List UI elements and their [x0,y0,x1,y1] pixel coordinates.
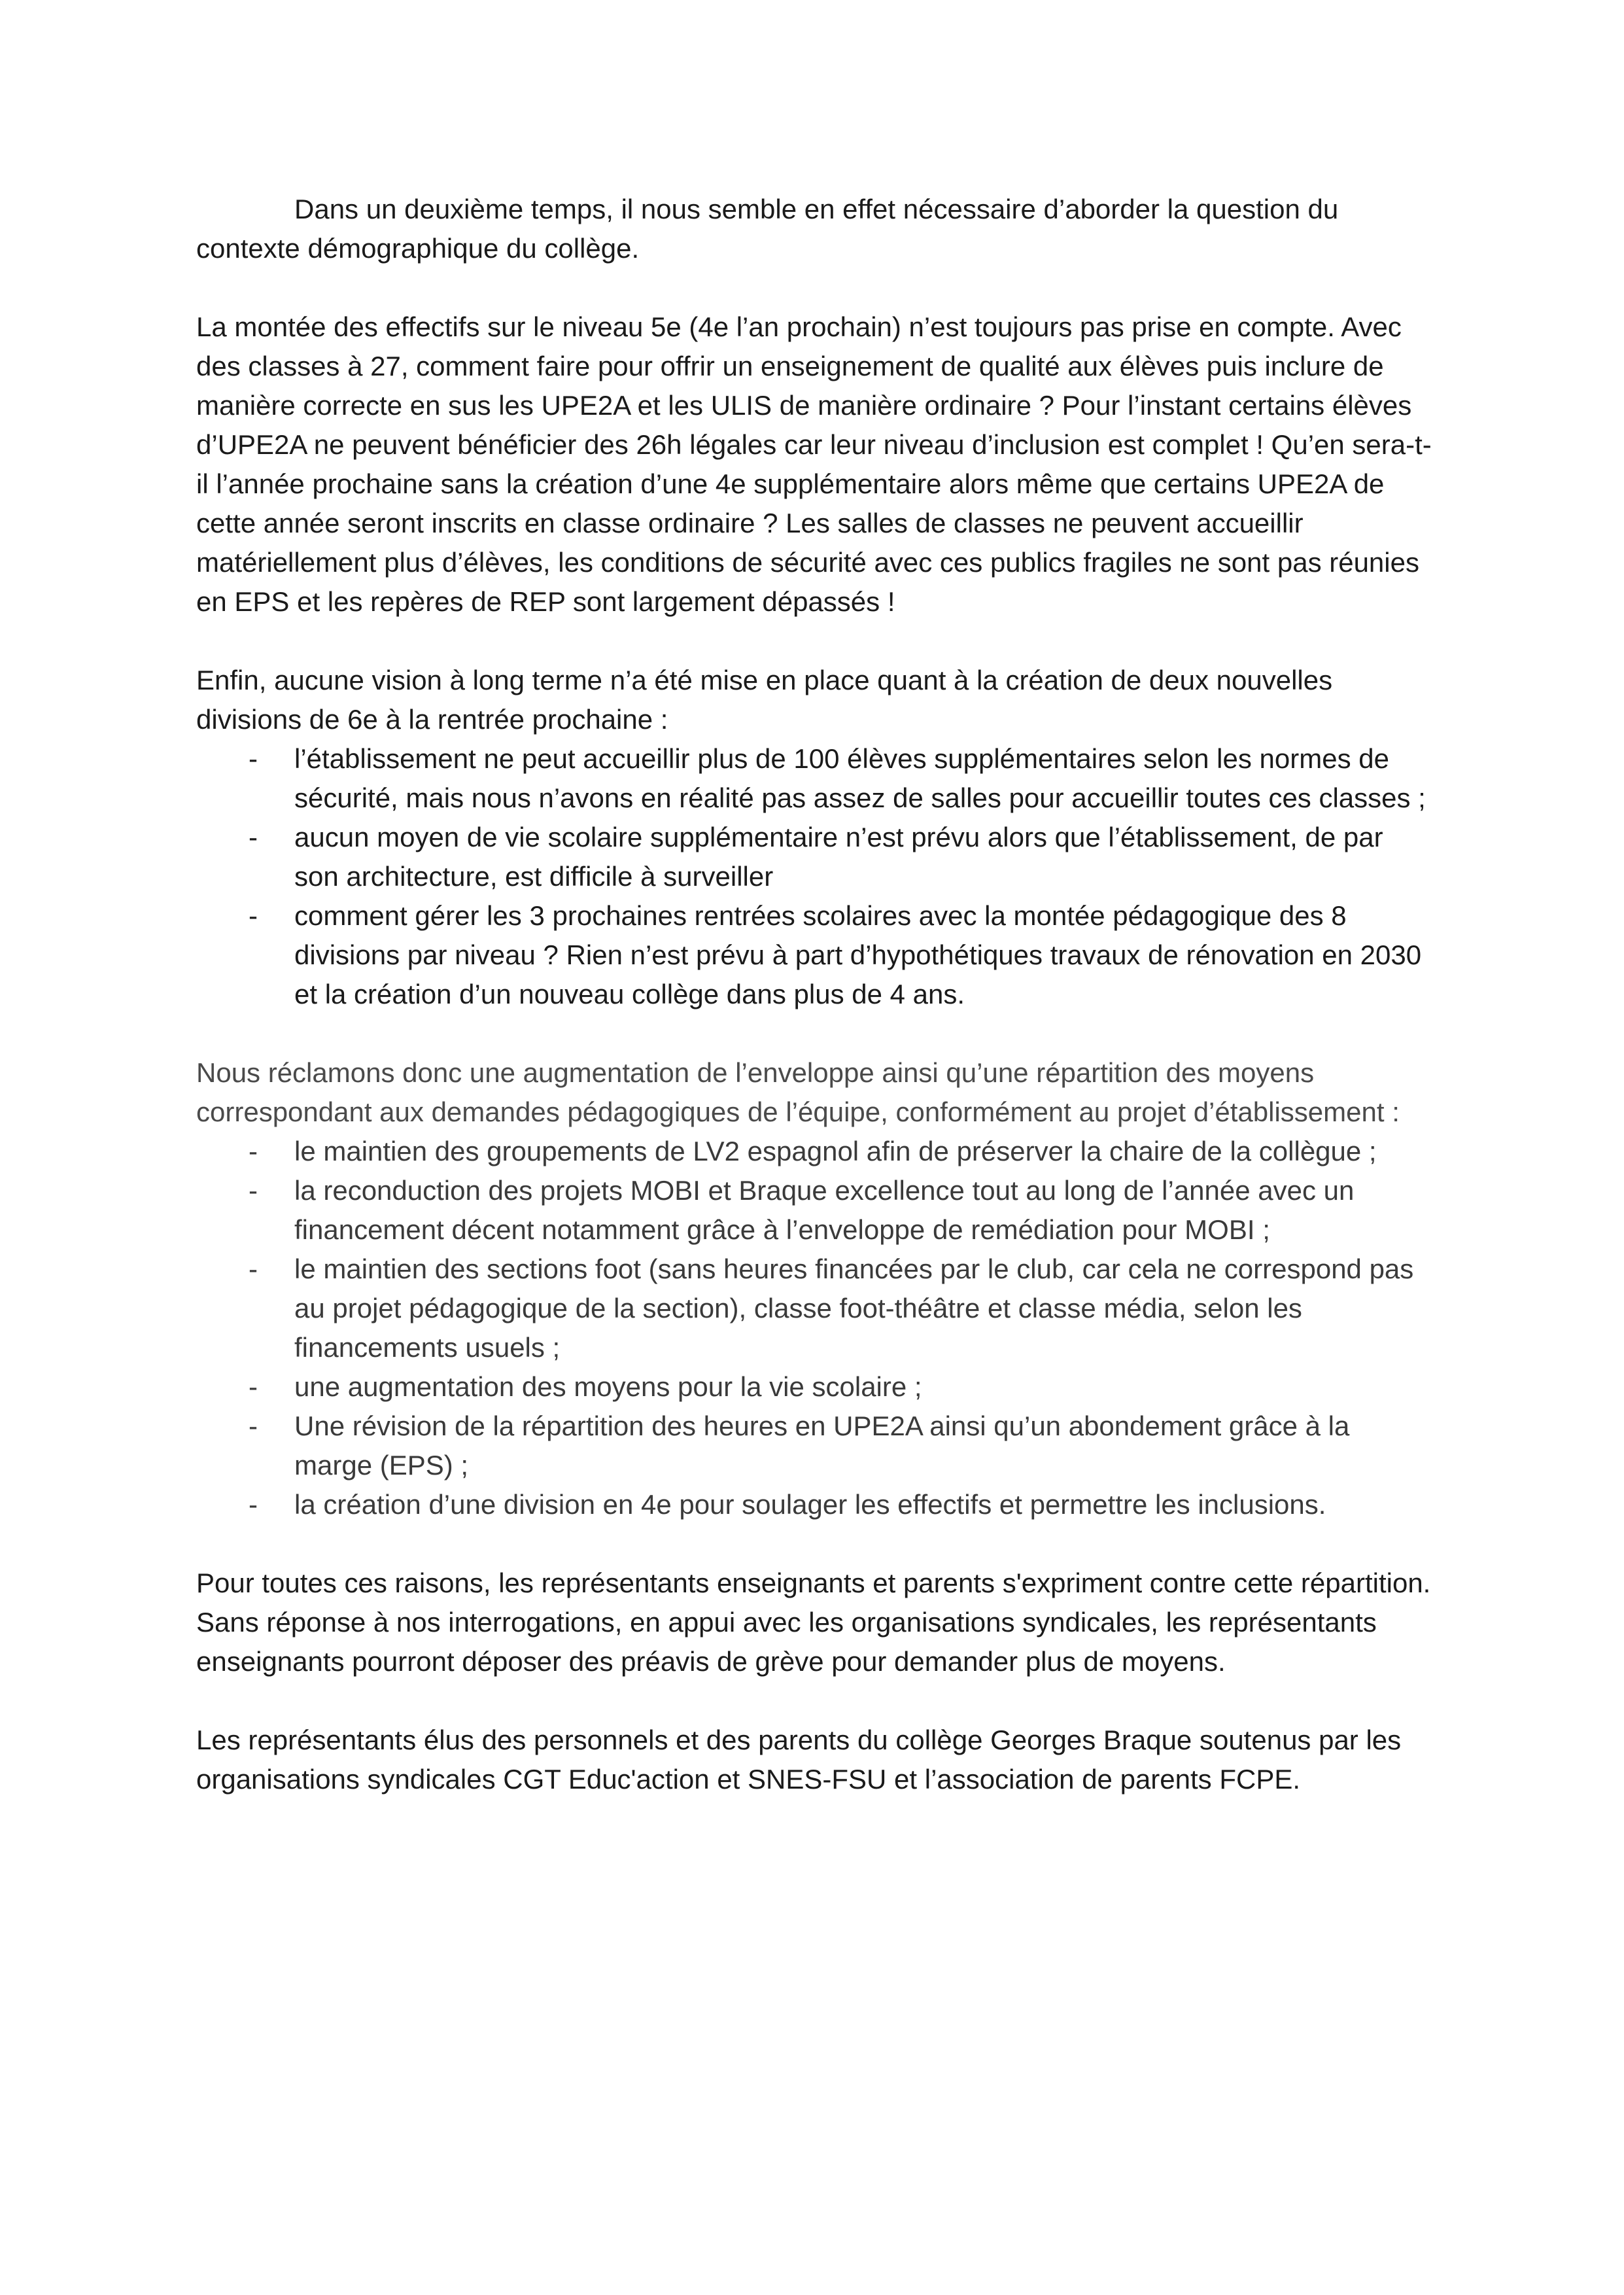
list-item-text: l’établissement ne peut accueillir plus de 100 élèves supplémentaires selon les normes de sécurité, mais nous n’avons en réalité pas assez de salles pour accueillir toutes ces classes ; [294,743,1426,813]
list-bullet: - [249,1410,258,1441]
list-item [196,1171,1432,1250]
list-item [196,896,1432,1014]
list-item-text: le maintien des groupements de LV2 espagnol afin de préserver la chaire de la collègue ; [294,1136,1377,1166]
list-bullet: - [249,900,258,931]
list-bullet: - [249,822,258,852]
list-bullet: - [249,1136,258,1166]
paragraph-long-term-vision: Enfin, aucune vision à long terme n’a été mise en place quant à la création de deux nouvelles divisions de 6e à la rentrée prochaine : [196,665,1333,735]
list-item [196,1485,1432,1524]
list-item [196,1132,1432,1171]
list-item [196,1407,1432,1485]
paragraph-demands: Nous réclamons donc une augmentation de l’enveloppe ainsi qu’une répartition des moyens correspondant aux demandes pédagogiques de l’équipe, conformément au projet d’établissement : [196,1057,1400,1127]
paragraph-intro: Dans un deuxième temps, il nous semble en effet nécessaire d’aborder la question du contexte démographique du collège. [196,194,1339,264]
list-item-text: le maintien des sections foot (sans heures financées par le club, car cela ne correspond pas au projet pédagogique de la section), classe foot-théâtre et classe média, selon les financements usuels ; [294,1253,1414,1363]
document-page [196,190,1432,1838]
list-bullet: - [249,1175,258,1206]
list-bullet: - [249,1371,258,1402]
list-item-text: la création d’une division en 4e pour soulager les effectifs et permettre les inclusions. [294,1489,1326,1520]
list-item-text: aucun moyen de vie scolaire supplémentaire n’est prévu alors que l’établissement, de par son architecture, est difficile à surveiller [294,822,1383,892]
list-item [196,1367,1432,1407]
list-bullet: - [249,1253,258,1284]
paragraph-conclusion: Pour toutes ces raisons, les représentants enseignants et parents s'expriment contre cette répartition. Sans réponse à nos interrogations, en appui avec les organisations syndicales, les représentants enseignants pourront déposer des préavis de grève pour demander plus de moyens. [196,1568,1431,1677]
list-bullet: - [249,1489,258,1520]
list-item [196,739,1432,818]
list-bullet: - [249,743,258,774]
list-item-text: une augmentation des moyens pour la vie scolaire ; [294,1371,922,1402]
demands-list [196,1132,1432,1524]
list-item-text: comment gérer les 3 prochaines rentrées scolaires avec la montée pédagogique des 8 divisions par niveau ? Rien n’est prévu à part d’hypothétiques travaux de rénovation en 2030 et la création d’un nouveau collège dans plus de 4 ans. [294,900,1422,1009]
list-item-text: Une révision de la répartition des heures en UPE2A ainsi qu’un abondement grâce à la marge (EPS) ; [294,1410,1350,1480]
concerns-list [196,739,1432,1014]
list-item-text: la reconduction des projets MOBI et Braque excellence tout au long de l’année avec un financement décent notamment grâce à l’enveloppe de remédiation pour MOBI ; [294,1175,1355,1245]
paragraph-signature: Les représentants élus des personnels et des parents du collège Georges Braque soutenus par les organisations syndicales CGT Educ'action et SNES-FSU et l’association de parents FCPE. [196,1725,1402,1795]
paragraph-enrollment: La montée des effectifs sur le niveau 5e (4e l’an prochain) n’est toujours pas prise en compte. Avec des classes à 27, comment faire pour offrir un enseignement de qualité aux élèves puis inclure de manière correcte en sus les UPE2A et les ULIS de manière ordinaire ? Pour l’instant certains élèves d’UPE2A ne peuvent bénéficier des 26h légales car leur niveau d’inclusion est complet ! Qu’en sera-t-il l’année prochaine sans la création d’une 4e supplémentaire alors même que certains UPE2A de cette année seront inscrits en classe ordinaire ? Les salles de classes ne peuvent accueillir matériellement plus d’élèves, les conditions de sécurité avec ces publics fragiles ne sont pas réunies en EPS et les repères de REP sont largement dépassés ! [196,311,1432,617]
list-item [196,1250,1432,1367]
list-item [196,818,1432,896]
